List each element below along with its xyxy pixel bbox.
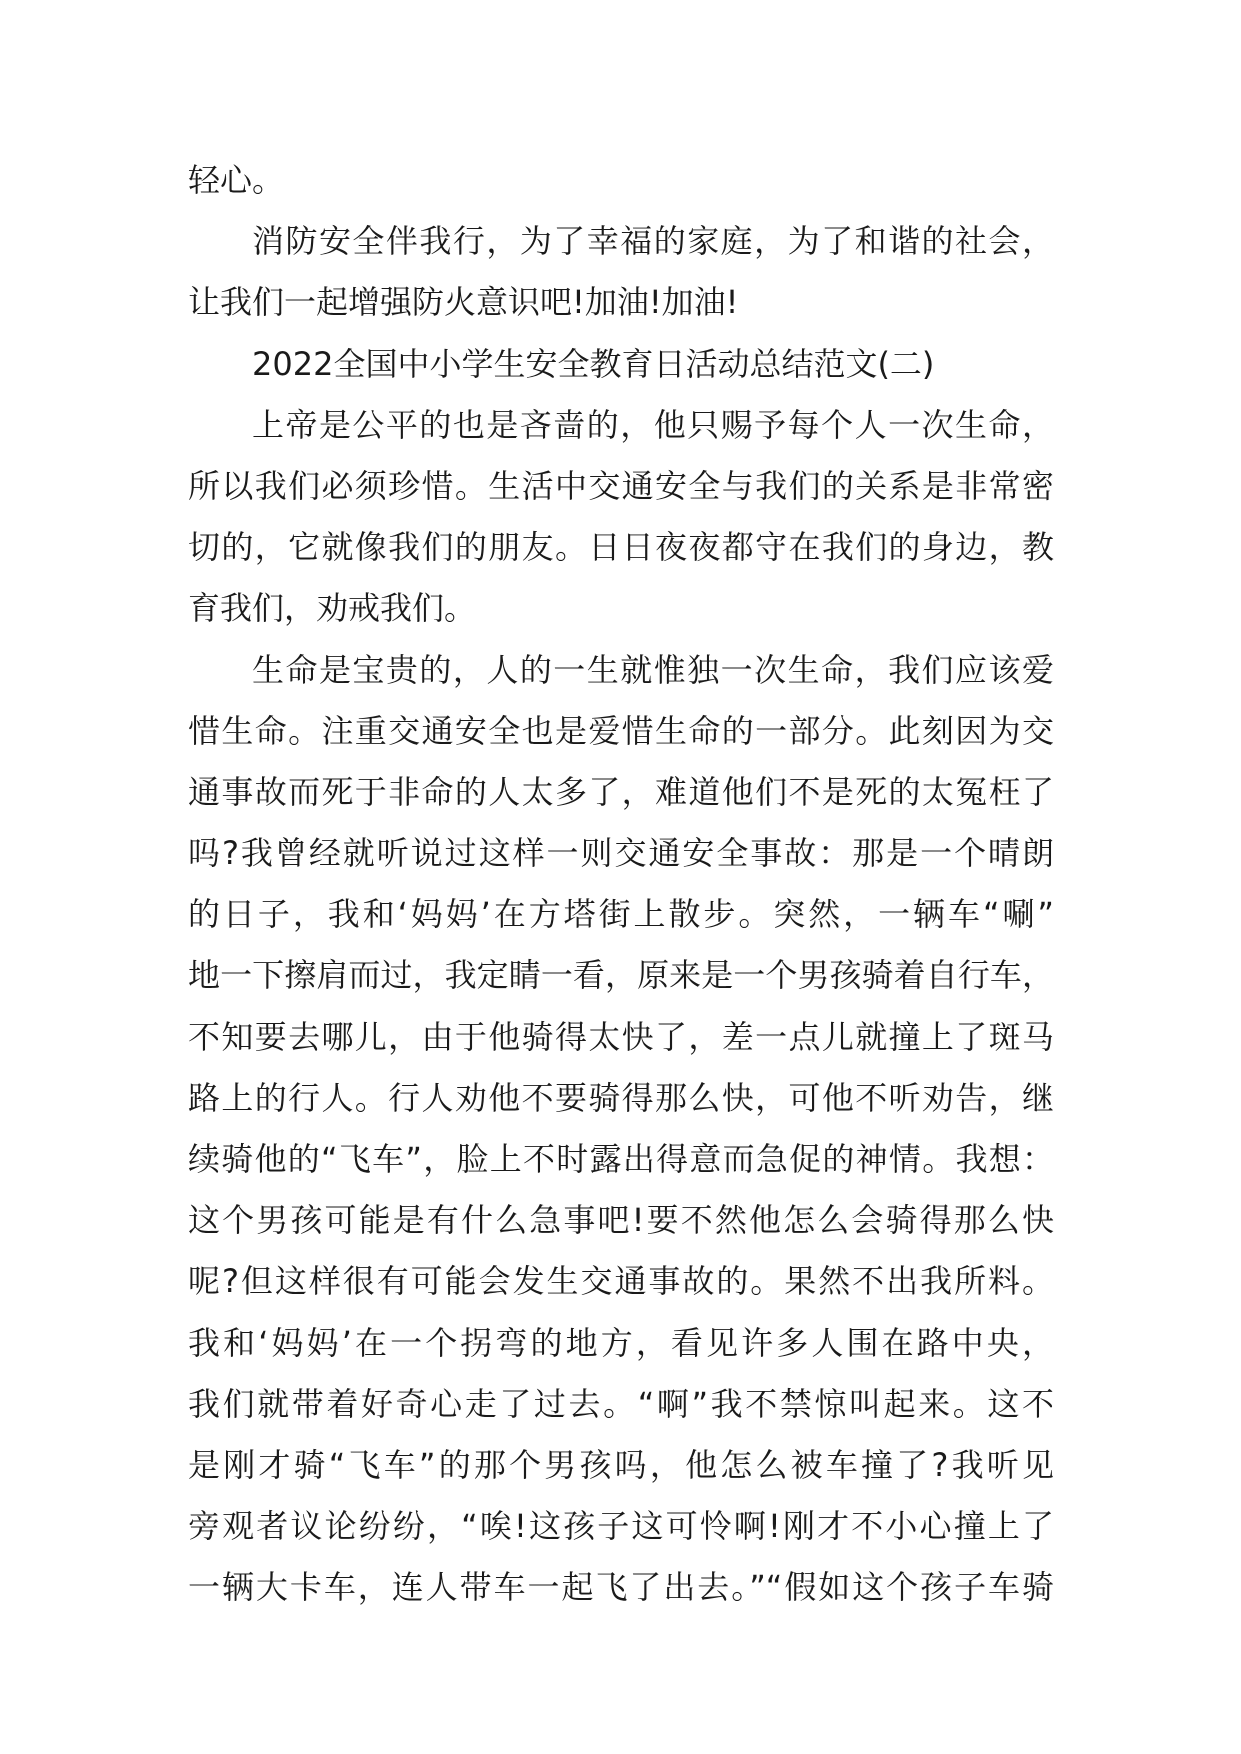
- text-line: 轻心。: [188, 161, 285, 199]
- text-line: 不知要去哪儿，由于他骑得太快了，差一点儿就撞上了斑马: [188, 1017, 1054, 1056]
- text-line: 这个男孩可能是有什么急事吧!要不然他怎么会骑得那么快: [188, 1201, 1054, 1240]
- text-line: 我们就带着好奇心走了过去。“啊”我不禁惊叫起来。这不: [188, 1384, 1054, 1423]
- text-line: 我和‘妈妈’在一个拐弯的地方，看见许多人围在路中央，: [188, 1323, 1054, 1362]
- text-line: 地一下擦肩而过，我定睛一看，原来是一个男孩骑着自行车，: [188, 956, 1054, 995]
- document-body: [188, 150, 1054, 1619]
- section-title: 2022全国中小学生安全教育日活动总结范文(二): [252, 344, 935, 383]
- text-line: 生命是宝贵的，人的一生就惟独一次生命，我们应该爱: [252, 650, 1054, 689]
- text-line: 切的，它就像我们的朋友。日日夜夜都守在我们的身边，教: [188, 528, 1054, 567]
- text-line: 续骑他的“飞车”，脸上不时露出得意而急促的神情。我想：: [188, 1140, 1054, 1178]
- text-line: 惜生命。注重交通安全也是爱惜生命的一部分。此刻因为交: [188, 711, 1054, 750]
- text-line: 让我们一起增强防火意识吧!加油!加油!: [188, 283, 739, 322]
- text-line: 消防安全伴我行，为了幸福的家庭，为了和谐的社会，: [252, 222, 1054, 261]
- text-line: 所以我们必须珍惜。生活中交通安全与我们的关系是非常密: [188, 466, 1054, 505]
- text-line: 育我们，劝戒我们。: [188, 589, 477, 628]
- text-line: 是刚才骑“飞车”的那个男孩吗，他怎么被车撞了?我听见: [188, 1445, 1054, 1484]
- text-line: 一辆大卡车，连人带车一起飞了出去。”“假如这个孩子车骑: [188, 1568, 1054, 1607]
- text-line: 通事故而死于非命的人太多了，难道他们不是死的太冤枉了: [188, 772, 1054, 811]
- text-line: 旁观者议论纷纷，“唉!这孩子这可怜啊!刚才不小心撞上了: [188, 1507, 1054, 1546]
- text-line: 路上的行人。行人劝他不要骑得那么快，可他不听劝告，继: [188, 1078, 1054, 1117]
- text-line: 吗?我曾经就听说过这样一则交通安全事故：那是一个晴朗: [188, 834, 1054, 873]
- text-line: 的日子，我和‘妈妈’在方塔街上散步。突然，一辆车“唰”: [188, 895, 1054, 934]
- text-line: 上帝是公平的也是吝啬的，他只赐予每个人一次生命，: [252, 405, 1054, 444]
- text-line: 呢?但这样很有可能会发生交通事故的。果然不出我所料。: [188, 1262, 1054, 1301]
